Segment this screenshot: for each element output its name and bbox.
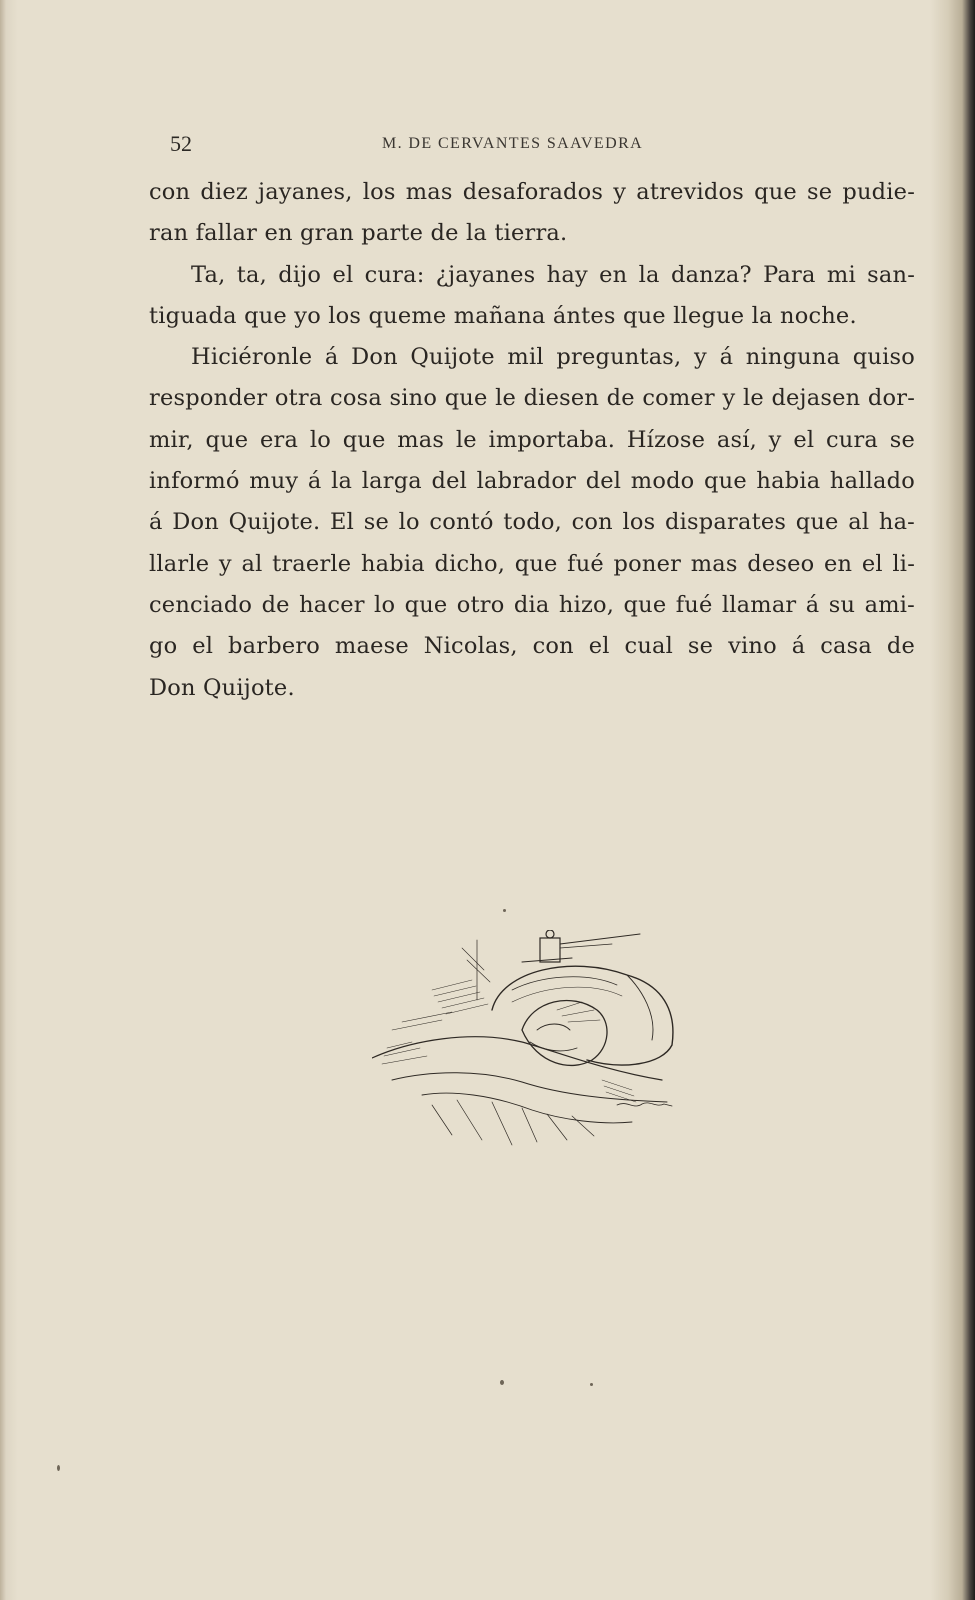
running-head: [170, 131, 730, 155]
sleeping-man-illustration: [372, 930, 692, 1155]
text-line: go el barbero maese Nicolas, con el cual se vino á casa de: [149, 633, 915, 660]
text-line: responder otra cosa sino que le diesen de comer y le dejasen dor-: [149, 385, 915, 412]
text-line: cenciado de hacer lo que otro dia hizo, que fué llamar á su ami-: [149, 591, 915, 618]
blanket-icon: [372, 1012, 667, 1145]
text-line: á Don Quijote. El se lo contó todo, con los disparates que al ha-: [149, 509, 915, 536]
text-line: con diez jayanes, los mas desaforados y atrevidos que se pudie-: [149, 179, 915, 205]
pillow-icon: [492, 966, 673, 1065]
text-line: llarle y al traerle habia dicho, que fué poner mas deseo en el li-: [149, 550, 915, 577]
body-text: [149, 172, 915, 709]
text-line: tiguada que yo los queme mañana ántes que llegue la noche.: [149, 302, 857, 329]
page-number: 52: [170, 131, 192, 156]
text-line: informó muy á la larga del labrador del modo que habia hallado: [149, 468, 915, 495]
running-title: M. DE CERVANTES SAAVEDRA: [382, 135, 644, 152]
signature-scribble: [617, 1103, 672, 1106]
text-line: Hiciéronle á Don Quijote mil preguntas, y á ninguna quiso: [191, 344, 915, 371]
text-line: Don Quijote.: [149, 674, 295, 701]
text-line: Ta, ta, dijo el cura: ¿jayanes hay en la danza? Para mi san-: [191, 261, 915, 288]
text-line: ran fallar en gran parte de la tierra.: [149, 220, 568, 247]
page-gutter-edge: [0, 0, 6, 1600]
text-line: mir, que era lo que mas le importaba. Hízose así, y el cura se: [149, 426, 915, 453]
